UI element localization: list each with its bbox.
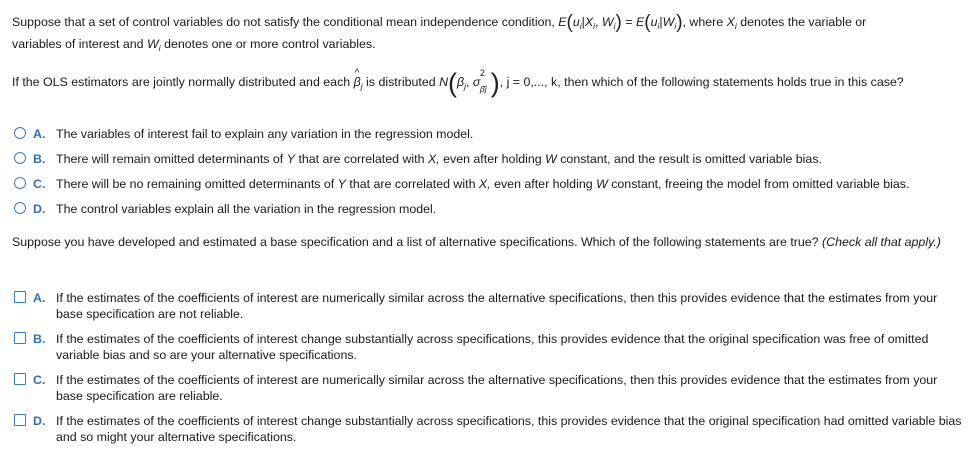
option-letter: B. — [33, 152, 46, 166]
radio-button[interactable] — [14, 177, 26, 189]
checkbox[interactable] — [14, 291, 26, 303]
radio-button[interactable] — [14, 152, 26, 164]
intro-text: Suppose that a set of control variables do not satisfy the conditional mean independence condition, — [12, 15, 555, 29]
variable-x: $X_i$ — [726, 15, 737, 31]
q3-option-b[interactable] — [14, 331, 963, 363]
option-letter: A. — [33, 291, 46, 305]
option-text: The variables of interest fail to explain any variation in the regression model. — [56, 127, 474, 141]
conditional-mean-formula: $E(u_i|X_i$, $W_i) = E(u_i|W_i)$ — [558, 12, 683, 33]
q3-option-d[interactable] — [14, 413, 963, 445]
option-letter: A. — [33, 127, 46, 141]
radio-button[interactable] — [14, 202, 26, 214]
option-letter: D. — [33, 414, 46, 428]
option-text: If the estimates of the coefficients of interest are numerically similar across the alternative specifications, then this provides evidence that the estimates from your base specification are reliable. — [56, 373, 938, 403]
option-letter: C. — [33, 373, 46, 387]
option-text: There will be no remaining omitted determinants of Y that are correlated with X, even after holding W constant, freeing the model from omitted variable bias. — [56, 177, 910, 191]
variable-w: $W_i$ — [147, 36, 161, 53]
q2-option-c[interactable] — [14, 176, 963, 192]
check-all-hint: (Check all that apply.) — [822, 235, 941, 249]
checkbox[interactable] — [14, 373, 26, 385]
q3-option-c[interactable] — [14, 372, 963, 404]
checkbox[interactable] — [14, 414, 26, 426]
option-text: If the estimates of the coefficients of interest are numerically similar across the alternative specifications, then this provides evidence that the estimates from your base specification are not reliable. — [56, 291, 938, 321]
checkbox[interactable] — [14, 332, 26, 344]
option-text: There will remain omitted determinants of Y that are correlated with X, even after holding W constant, and the result is omitted variable bias. — [56, 152, 822, 166]
q2-option-a[interactable] — [14, 126, 963, 142]
normal-distribution-formula: $N(\beta_j$, σ 2 β̂j ) — [439, 68, 500, 98]
option-text: The control variables explain all the variation in the regression model. — [56, 202, 437, 216]
q3-option-a[interactable] — [14, 290, 963, 322]
option-letter: B. — [33, 332, 46, 346]
question-intro: Suppose that a set of control variables do not satisfy the conditional mean independence condition, $E(u_i|X_i$, $W_i) = E(u_i|W_i)$, where $X_i$ denotes the variable or variables of interest and $W_i$ denotes one or more control variables. — [12, 12, 867, 53]
q2-option-d[interactable] — [14, 201, 963, 217]
radio-button[interactable] — [14, 127, 26, 139]
q2-option-b[interactable] — [14, 151, 963, 167]
question-3-stem: Suppose you have developed and estimated a base specification and a list of alternative specifications. Which of the following statements are true? (Check all that apply.) — [12, 235, 941, 249]
question-2-stem: If the OLS estimators are jointly normally distributed and each ^ $\beta_j$ is distributed $N(\beta_j$, σ 2 β̂j ), j = 0,..., k, then which of the following statements holds true in this case? — [12, 74, 957, 96]
option-letter: D. — [33, 202, 46, 216]
beta-hat-symbol: ^ $\beta_j$ — [354, 74, 363, 96]
option-text: If the estimates of the coefficients of interest change substantially across specifications, this provides evidence that the original specification was free of omitted variable bias and so are your alternative specifications. — [56, 332, 929, 362]
option-letter: C. — [33, 177, 46, 191]
option-text: If the estimates of the coefficients of interest change substantially across specifications, this provides evidence that the original specification had omitted variable bias and so might your alternative specifications. — [56, 414, 962, 444]
